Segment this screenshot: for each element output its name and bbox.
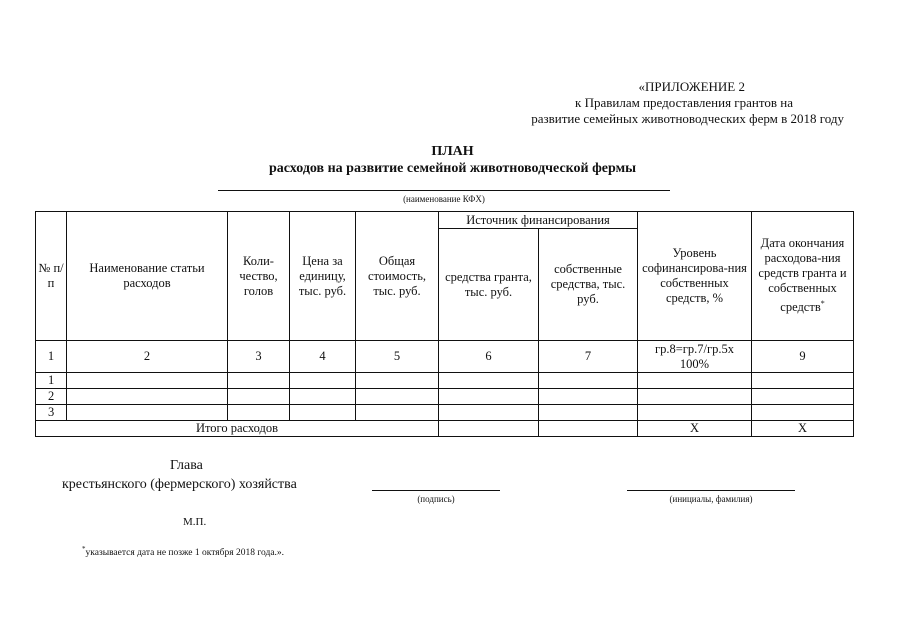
col-header-level: Уровень софинансирова-ния собственных средств, % — [638, 212, 752, 341]
footnote-mark: * — [820, 299, 825, 309]
signature-line — [372, 490, 500, 491]
table-cell — [539, 373, 638, 389]
table-cell — [752, 405, 854, 421]
table-cell — [290, 373, 356, 389]
table-cell — [439, 405, 539, 421]
col-header-num: № п/п — [36, 212, 67, 341]
signatory-role-cont: крестьянского (фермерского) хозяйства — [62, 477, 297, 492]
row-number: 2 — [36, 389, 67, 405]
col-header-source: Источник финансирования — [439, 212, 638, 229]
table-cell — [752, 373, 854, 389]
table-row — [36, 389, 854, 405]
col-number: 4 — [290, 341, 356, 373]
row-number: 1 — [36, 373, 67, 389]
col-number: 7 — [539, 341, 638, 373]
page-title: ПЛАН — [431, 144, 474, 159]
table-cell — [439, 389, 539, 405]
table-cell — [67, 373, 228, 389]
table-cell — [228, 389, 290, 405]
col-header-qty: Коли-чество, голов — [228, 212, 290, 341]
full-name-line — [627, 490, 795, 491]
col-number: 9 — [752, 341, 854, 373]
page-subtitle: расходов на развитие семейной животноводческой фермы — [268, 161, 637, 176]
signature-caption: (подпись) — [417, 494, 455, 504]
col-number: 6 — [439, 341, 539, 373]
expense-plan-table — [35, 211, 854, 437]
total-date-cell: Х — [752, 421, 854, 437]
appendix-number: «ПРИЛОЖЕНИЕ 2 — [638, 79, 745, 94]
table-cell — [290, 389, 356, 405]
full-name-caption: (инициалы, фамилия) — [669, 494, 753, 504]
col-header-price: Цена за единицу, тыс. руб. — [290, 212, 356, 341]
column-number-row — [36, 341, 854, 373]
table-cell — [752, 389, 854, 405]
col-header-name: Наименование статьи расходов — [67, 212, 228, 341]
table-cell — [356, 405, 439, 421]
table-cell — [539, 389, 638, 405]
farm-name-line — [218, 190, 670, 191]
col-number-formula: гр.8=гр.7/гр.5х 100% — [638, 341, 752, 373]
table-cell — [356, 389, 439, 405]
footnote-mark: * — [82, 545, 86, 553]
table-cell — [67, 389, 228, 405]
total-level-cell: Х — [638, 421, 752, 437]
col-number: 1 — [36, 341, 67, 373]
col-header-date-text: Дата окончания расходова-ния средств гранта и собственных средств — [758, 236, 847, 315]
table-cell — [439, 373, 539, 389]
table-row — [36, 405, 854, 421]
col-header-own: собственные средства, тыс. руб. — [539, 229, 638, 341]
col-header-grant: средства гранта, тыс. руб. — [439, 229, 539, 341]
col-number: 5 — [356, 341, 439, 373]
appendix-rules-ref-cont: развитие семейных животноводческих ферм в 2018 году — [531, 111, 844, 126]
farm-name-caption: (наименование КФХ) — [403, 194, 485, 204]
table-cell — [439, 421, 539, 437]
table-cell — [228, 373, 290, 389]
signatory-role: Глава — [170, 458, 203, 473]
table-cell — [539, 405, 638, 421]
col-header-date — [752, 212, 854, 341]
table-cell — [228, 405, 290, 421]
table-row — [36, 373, 854, 389]
footnote-text: указывается дата не позже 1 октября 2018 года.». — [85, 548, 285, 559]
stamp-place: М.П. — [183, 516, 207, 528]
table-cell — [638, 373, 752, 389]
total-row — [36, 421, 854, 437]
table-cell — [539, 421, 638, 437]
table-cell — [638, 405, 752, 421]
appendix-rules-ref: к Правилам предоставления грантов на — [575, 95, 793, 110]
table-cell — [356, 373, 439, 389]
col-number: 3 — [228, 341, 290, 373]
row-number: 3 — [36, 405, 67, 421]
table-cell — [638, 389, 752, 405]
table-cell — [67, 405, 228, 421]
footnote — [82, 545, 284, 558]
table-header-row — [36, 212, 854, 229]
table-cell — [290, 405, 356, 421]
total-label: Итого расходов — [36, 421, 439, 437]
col-number: 2 — [67, 341, 228, 373]
col-header-total: Общая стоимость, тыс. руб. — [356, 212, 439, 341]
